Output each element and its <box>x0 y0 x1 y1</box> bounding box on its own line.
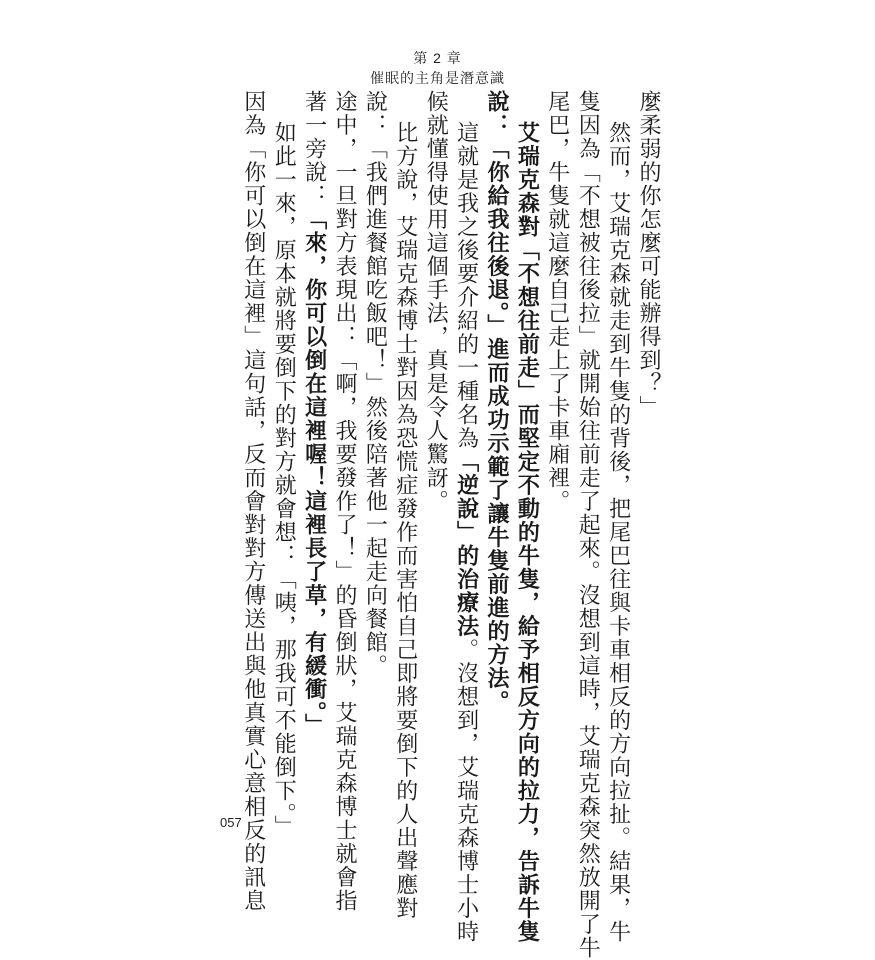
text-segment: 隻因為「不想被往後拉」就開始往前走了起來。沒想到這時，艾瑞克森突然放開了牛 <box>575 90 601 960</box>
text-column <box>512 121 540 944</box>
text-column <box>452 121 480 944</box>
text-segment: 。沒想到，艾瑞克森博士小時 <box>453 638 479 944</box>
chapter-subtitle: 催眠的主角是潛意識 <box>370 70 505 86</box>
text-segment: 這就是我之後要介紹的一種名為 <box>453 121 479 450</box>
bold-text-segment: 「來，你可以倒在這裡喔！這裡長了草，有緩衝。」 <box>301 207 327 737</box>
text-column <box>573 90 601 960</box>
text-segment: 比方說，艾瑞克森博士對因為恐慌症發作而害怕自己即將要倒下的人出聲應對 <box>392 121 418 920</box>
text-column <box>482 90 510 790</box>
text-column <box>360 90 388 790</box>
text-segment: 說：「我們進餐館吃飯吧！」然後陪著他一起走向餐館。 <box>362 90 388 678</box>
text-column <box>421 90 449 790</box>
text-column <box>391 121 419 920</box>
text-column <box>330 90 358 913</box>
text-segment: 麼柔弱的你怎麼可能辦得到？」 <box>636 90 661 419</box>
text-segment: 如此一來，原本就將要倒下的對方就會想：「咦，那我可不能倒下。」 <box>271 121 297 839</box>
chapter-heading: 第 2 章 <box>413 50 462 66</box>
text-column <box>300 90 328 790</box>
text-segment: 途中，一旦對方表現出：「啊，我要發作了！」的昏倒狀，艾瑞克森博士就會指 <box>332 90 357 913</box>
bold-text-segment: 說：「你給我往後退。」進而成功示範了讓牛隻前進的方法。 <box>484 90 509 714</box>
bold-text-segment: 「逆說」的治療法 <box>453 450 479 638</box>
text-column <box>604 121 632 944</box>
text-segment: 尾巴，牛隻就這麼自己走上了卡車廂裡。 <box>544 90 570 513</box>
text-segment: 著一旁說： <box>301 90 327 208</box>
text-segment: 因為「你可以倒在這裡」這句話，反而會對對方傳送出與他真實心意相反的訊息 <box>240 90 266 913</box>
text-column <box>269 121 297 839</box>
text-column <box>634 90 662 790</box>
page-number: 057 <box>220 815 242 830</box>
text-column <box>239 90 267 913</box>
text-column <box>543 90 571 790</box>
text-segment: 然而，艾瑞克森就走到牛隻的背後，把尾巴往與卡車相反的方向拉扯。結果，牛 <box>605 121 631 944</box>
text-segment: 候就懂得使用這個手法，真是令人驚訝。 <box>423 90 449 513</box>
bold-text-segment: 艾瑞克森對「不想往前走」而堅定不動的牛隻，給予相反方向的拉力，告訴牛隻 <box>514 121 540 944</box>
